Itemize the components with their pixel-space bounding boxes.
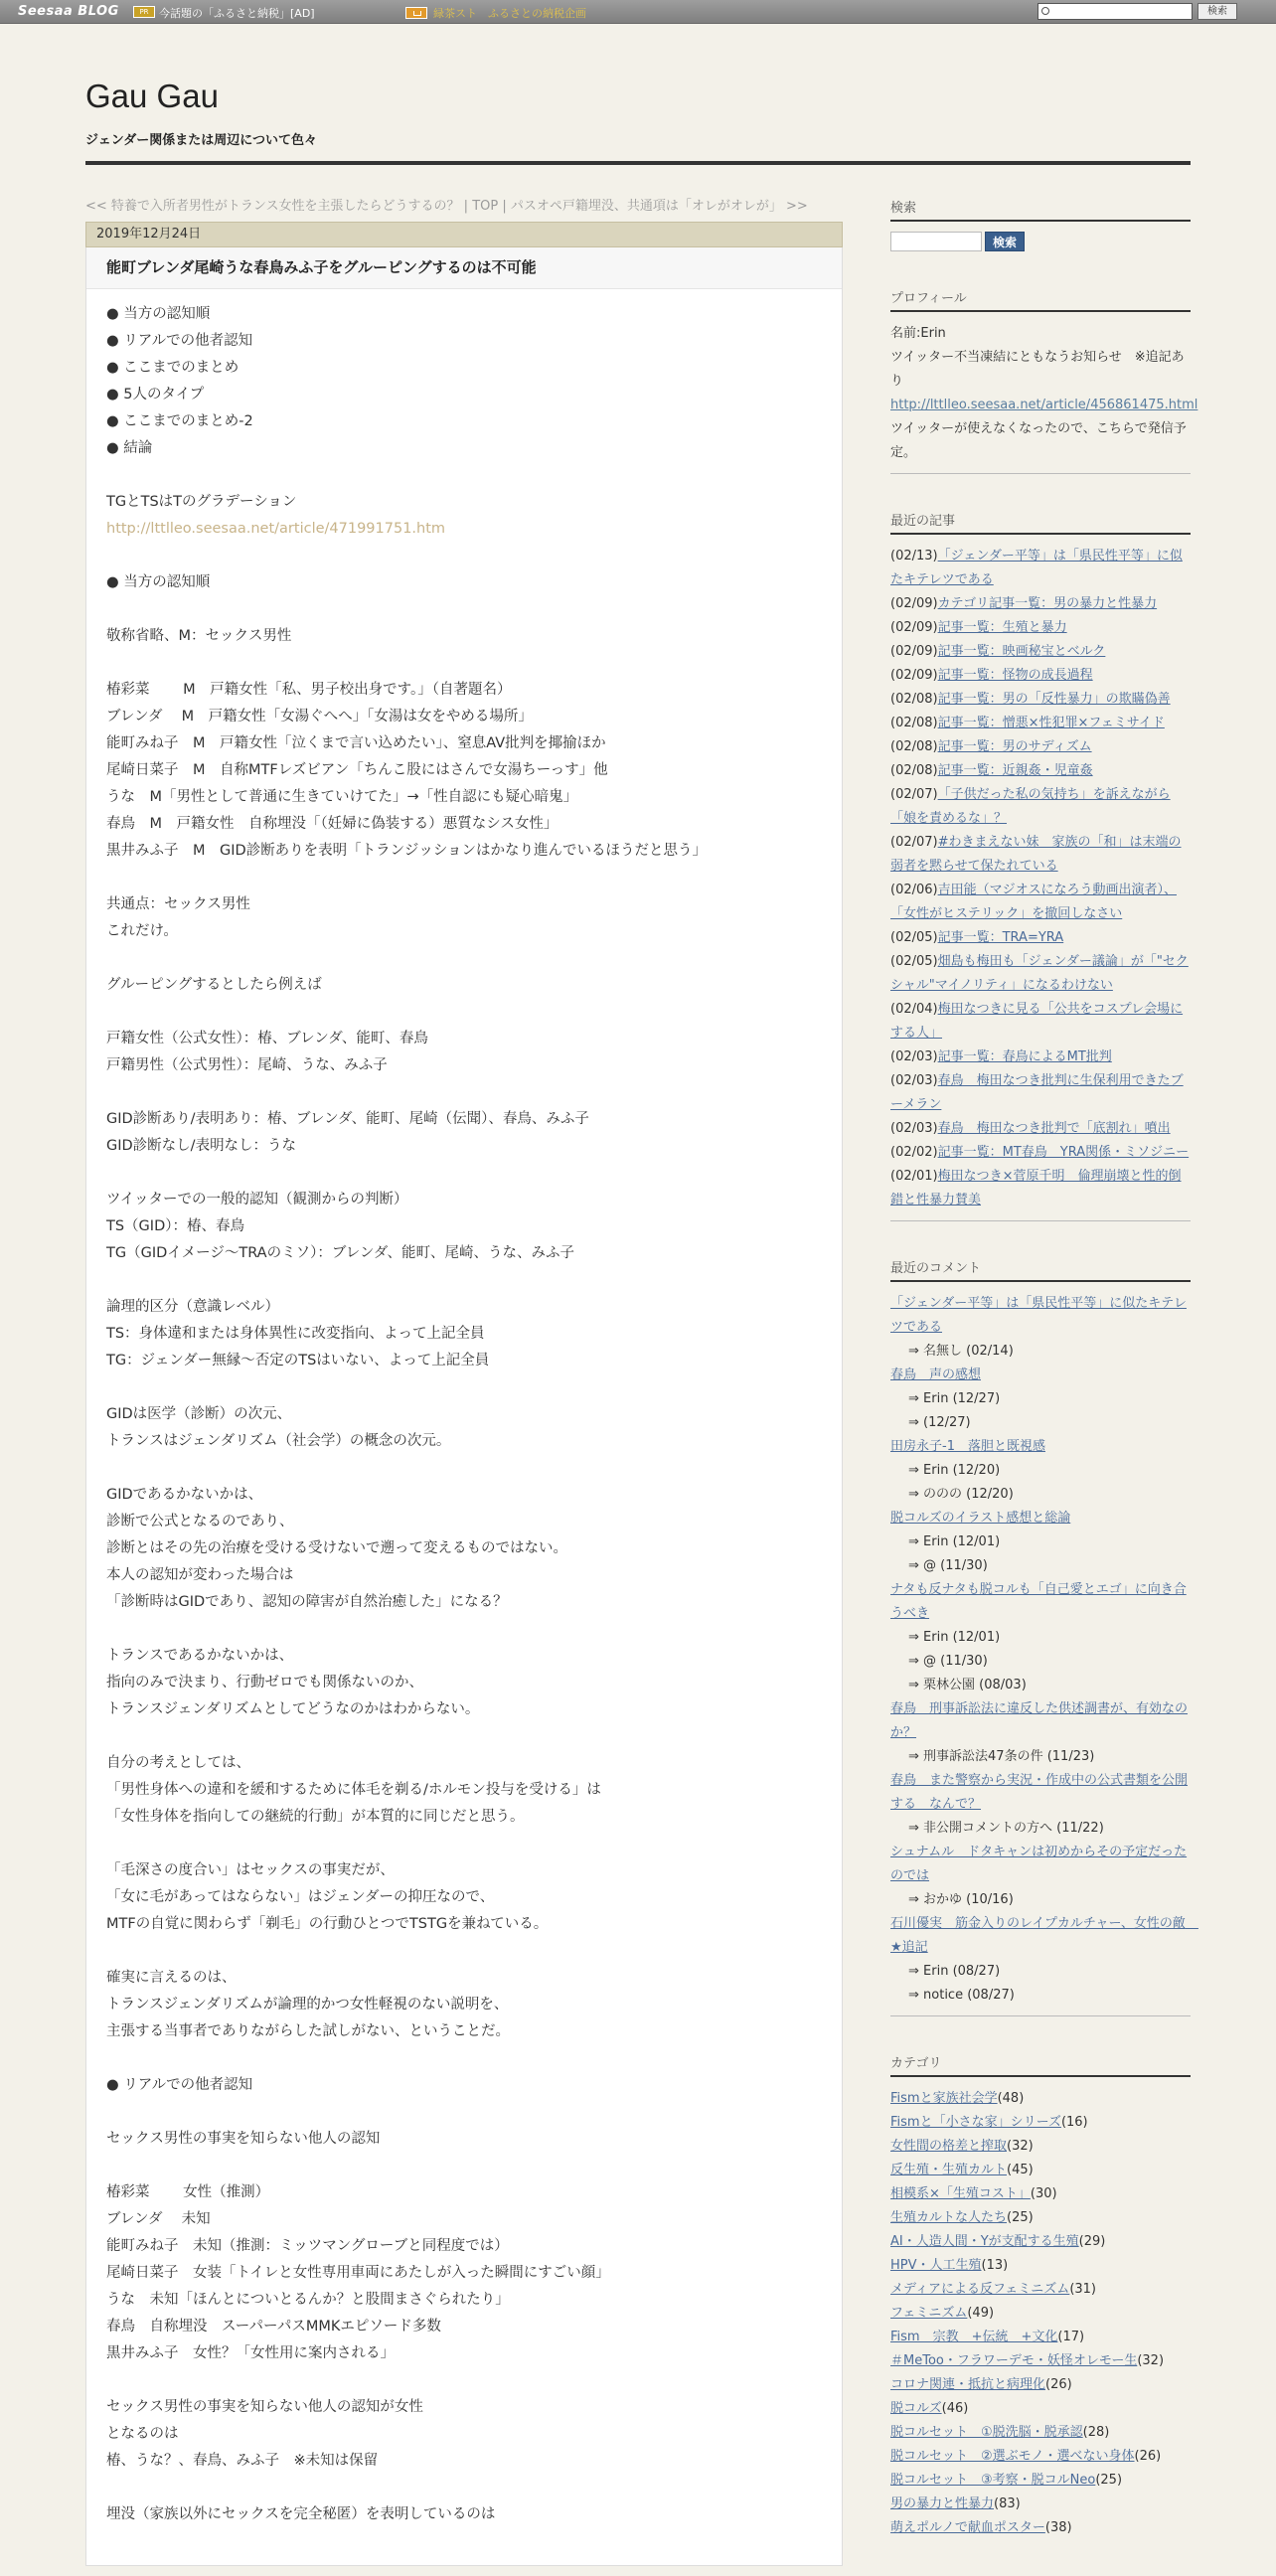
category-link[interactable]: 萌えポルノで献血ポスター (890, 2520, 1045, 2535)
post-line: セックス男性の事実を知らない他人の認知が女性 (106, 2399, 423, 2415)
recent-comments-list (890, 1292, 1198, 2008)
search-heading: 検索 (890, 197, 1191, 222)
post-line: 確実に言えるのは、 (106, 1970, 237, 1986)
post-line (106, 650, 822, 677)
comment-entry[interactable]: ⇒ @ (11/30) (908, 1654, 988, 1669)
category-count: (26) (1045, 2377, 1072, 2392)
post-line (106, 1831, 822, 1857)
post-line: GID診断あり/表明あり：椿、ブレンダ、能町、尾崎（伝聞）、春鳥、みふ子 (106, 1111, 589, 1127)
profile-heading: プロフィール (890, 287, 1191, 312)
post-line: ブレンダ 未知 (106, 2211, 211, 2227)
post-line (106, 2367, 822, 2394)
category-item (890, 2493, 1191, 2516)
recent-article-link[interactable]: 「子供だった私の気持ち」を訴えながら「娘を責めるな」？ (890, 787, 1171, 826)
post-line: ブレンダ M 戸籍女性「女湯ぐへへ」「女湯は女をやめる場所」 (106, 709, 533, 724)
comment-entry[interactable]: ⇒ @ (11/30) (908, 1558, 988, 1573)
promo-link[interactable] (405, 5, 586, 21)
recent-comments-heading: 最近のコメント (890, 1257, 1191, 1282)
post-line: ● リアルでの他者認知 (106, 2077, 253, 2093)
post-line: トランスジェンダリズムが論理的かつ女性軽視のない説明を、 (106, 1997, 509, 2012)
recent-article-item (890, 831, 1191, 879)
recent-article-link[interactable]: 記事一覧：MT春鳥 YRA関係・ミソジニー (937, 1145, 1190, 1160)
comment-article-link[interactable]: 脱コルズのイラスト感想と総論 (890, 1511, 1071, 1526)
recent-article-date: (02/03) (890, 1121, 938, 1136)
category-count: (13) (981, 2258, 1009, 2273)
recent-article-link[interactable]: 梅田なつき×菅原千明 倫理崩壊と性的倒錯と性暴力賛美 (890, 1169, 1182, 1208)
recent-article-link[interactable]: 記事一覧：映画秘宝とベルク (937, 644, 1106, 659)
post-line: 椿彩菜 M 戸籍女性「私、男子校出身です。」（自著題名） (106, 682, 512, 698)
post-line: GID診断なし/表明なし：うな (106, 1138, 297, 1154)
category-item (890, 2087, 1191, 2111)
recent-article-link[interactable]: 吉田能（マジオスになろう動画出演者）、「女性がヒステリック」を撤回しなさい (890, 883, 1177, 921)
post-line (106, 2045, 822, 2072)
recent-article-item (890, 1117, 1191, 1141)
recent-article-link[interactable]: 記事一覧：TRA=YRA (937, 930, 1064, 945)
post-line: ● 5人のタイプ (106, 387, 205, 402)
category-item (890, 2206, 1191, 2230)
post-line (106, 1455, 822, 1482)
post-line: 「女に毛があってはならない」はジェンダーの抑圧なので、 (106, 1889, 495, 1905)
post-line: トランスはジェンダリズム（社会学）の概念の次元。 (106, 1433, 451, 1449)
categories-heading: カテゴリ (890, 2052, 1191, 2077)
comment-group (890, 1841, 1191, 1888)
comment-entry[interactable]: ⇒ Erin (12/01) (908, 1534, 1001, 1549)
post-line: TGとTSはTのグラデーション (106, 494, 297, 510)
recent-article-date: (02/13) (890, 549, 938, 564)
recent-article-date: (02/04) (890, 1002, 938, 1017)
post-line: 敬称省略、M：セックス男性 (106, 628, 292, 644)
recent-article-item (890, 1069, 1191, 1117)
post-line: MTFの自覚に関わらず「剃毛」の行動ひとつでTSTGを兼ねている。 (106, 1916, 549, 1932)
recent-article-link[interactable]: 春鳥 梅田なつき批判に生保利用できたブーメラン (890, 1073, 1184, 1112)
recent-article-date: (02/06) (890, 883, 938, 897)
post-line (106, 1079, 822, 1106)
category-link[interactable]: 脱コルセット ③考察・脱コルNeo (890, 2473, 1096, 2488)
category-count: (17) (1057, 2330, 1085, 2344)
category-link[interactable]: Fismと家族社会学 (890, 2091, 998, 2106)
profile-note: ツイッター不当凍結にともなうお知らせ ※追記あり (890, 350, 1185, 389)
comment-entry[interactable]: ⇒ Erin (12/27) (908, 1391, 1001, 1406)
recent-article-item (890, 1046, 1191, 1069)
recent-article-date: (02/05) (890, 954, 938, 969)
recent-article-item (890, 879, 1191, 926)
recent-article-link[interactable]: 記事一覧：憎悪×性犯罪×フェミサイド (937, 716, 1165, 730)
category-link[interactable]: ＃MeToo・フラワーデモ・妖怪オレモー生 (890, 2353, 1138, 2368)
category-item (890, 2421, 1191, 2445)
header-divider (85, 161, 1191, 165)
post-article (85, 247, 843, 2566)
post-line: 尾崎日菜子 女装「トイレと女性専用車両にあたしが入った瞬間にすごい顔」 (106, 2265, 610, 2281)
category-count: (48) (997, 2091, 1025, 2106)
category-count: (29) (1078, 2234, 1106, 2249)
post-line: ● 当方の認知順 (106, 574, 211, 590)
post-line: 椿彩菜 女性（推測） (106, 2184, 270, 2200)
recent-article-item (890, 783, 1191, 831)
seesaa-logo[interactable]: Seesaa BLOG (18, 4, 119, 19)
category-item (890, 2159, 1191, 2182)
post-line: 戸籍女性（公式女性）：椿、ブレンダ、能町、春鳥 (106, 1031, 428, 1046)
prev-post-link[interactable]: << 特養で入所者男性がトランス女性を主張したらどうするの？ (85, 199, 460, 214)
post-line: 尾崎日菜子 M 自称MTFレズビアン「ちんこ股にはさんで女湯ちーっす」他 (106, 762, 608, 778)
post-line: 診断とはその先の治療を受ける受けないで遡って変えるものではない。 (106, 1540, 567, 1556)
category-item (890, 2516, 1191, 2540)
main-column (85, 197, 843, 2566)
comment-entry[interactable]: ⇒ Erin (12/01) (908, 1630, 1001, 1645)
post-line: 主張する当事者でありながらした試しがない、ということだ。 (106, 2023, 510, 2039)
comment-group (890, 1292, 1191, 1340)
recent-article-date: (02/09) (890, 668, 938, 683)
sidebar-search-input[interactable] (890, 232, 982, 251)
category-item (890, 2230, 1191, 2254)
recent-article-date: (02/01) (890, 1169, 938, 1184)
blog-header (85, 78, 1191, 148)
category-link[interactable]: 脱コルズ (890, 2401, 942, 2416)
comment-group (890, 1578, 1191, 1626)
post-line (106, 2153, 822, 2179)
category-item (890, 2182, 1191, 2206)
category-item (890, 2326, 1191, 2349)
recent-article-item (890, 735, 1191, 759)
comment-entry[interactable]: ⇒ Erin (12/20) (908, 1463, 1001, 1478)
recent-article-date: (02/03) (890, 1073, 938, 1088)
post-line (106, 516, 822, 543)
category-link[interactable]: 反生殖・生殖カルト (890, 2163, 1008, 2177)
post-line (106, 596, 822, 623)
comment-article-link[interactable]: 田房永子-1 落胆と既視感 (890, 1439, 1045, 1454)
recent-article-item (890, 664, 1191, 688)
comment-article-link[interactable]: 「ジェンダー平等」は「県民性平等」に似たキテレツである (890, 1296, 1187, 1335)
post-line (106, 2099, 822, 2126)
category-item (890, 2111, 1191, 2135)
category-link[interactable]: HPV・人工生殖 (890, 2258, 982, 2273)
recent-article-item (890, 545, 1191, 592)
category-link[interactable]: 生殖カルトな人たち (890, 2210, 1008, 2225)
post-date: 2019年12月24日 (85, 222, 843, 247)
recent-article-date: (02/07) (890, 787, 938, 802)
recent-article-item (890, 640, 1191, 664)
nav-separator: | (459, 199, 473, 214)
comment-entry[interactable]: ⇒ 刑事訴訟法47条の件 (11/23) (908, 1749, 1095, 1764)
recent-article-date: (02/08) (890, 692, 938, 707)
category-count: (25) (1095, 2473, 1123, 2488)
post-line: 共通点：セックス男性 (106, 896, 250, 912)
post-line: 能町みね子 未知（推測：ミッツマングローブと同程度では） (106, 2238, 509, 2254)
recent-articles-heading: 最近の記事 (890, 510, 1191, 535)
category-count: (32) (1007, 2139, 1034, 2154)
category-link[interactable]: フェミニズム (890, 2306, 968, 2321)
category-link[interactable]: 男の暴力と性暴力 (890, 2496, 995, 2511)
nav-separator: | (498, 199, 511, 214)
recent-article-date: (02/08) (890, 739, 938, 754)
post-line: TG（GIDイメージ～TRAのミソ）：ブレンダ、能町、尾崎、うな、みふ子 (106, 1245, 574, 1261)
category-count: (30) (1030, 2186, 1057, 2201)
comment-group (890, 1697, 1191, 1745)
post-line: 「毛深さの度合い」はセックスの事実だが、 (106, 1862, 395, 1878)
comment-article-link[interactable]: シュナムル ドタキャンは初めからその予定だったのでは (890, 1845, 1188, 1883)
post-line (106, 865, 822, 891)
sidebar-search-button[interactable]: 検索 (985, 232, 1025, 251)
post-body (86, 289, 842, 2565)
recent-article-date: (02/07) (890, 835, 938, 850)
category-link[interactable]: AI・人造人間・Yが支配する生殖 (890, 2234, 1079, 2249)
search-widget (890, 197, 1191, 251)
recent-article-date: (02/05) (890, 930, 938, 945)
recent-article-item (890, 759, 1191, 783)
mail-icon (405, 7, 427, 19)
ad-link[interactable]: 今話題の「ふるさと納税」[AD] (159, 7, 315, 20)
recent-comments-widget (890, 1257, 1198, 2016)
recent-article-link[interactable]: 記事一覧：近親姦・児童姦 (937, 763, 1093, 778)
recent-article-date: (02/02) (890, 1145, 938, 1160)
post-line: 本人の認知が変わった場合は (106, 1567, 294, 1583)
post-line (106, 1267, 822, 1294)
category-count: (38) (1044, 2520, 1072, 2535)
category-link[interactable]: メディアによる反フェミニズム (890, 2282, 1070, 2297)
recent-article-link[interactable]: #わきまえない妹 家族の「和」は末端の弱者を黙らせて保たれている (890, 835, 1182, 874)
category-count: (16) (1060, 2115, 1088, 2130)
divider (890, 1220, 1191, 1221)
post-line: GIDであるかないかは、 (106, 1487, 263, 1503)
post-line: 論理的区分（意識レベル） (106, 1299, 279, 1315)
category-link[interactable]: Fismと「小さな家」シリーズ (890, 2115, 1061, 2130)
recent-article-item (890, 688, 1191, 712)
recent-article-item (890, 1141, 1191, 1165)
post-line: 「女性身体を指向しての継続的行動」が本質的に同じだと思う。 (106, 1809, 525, 1825)
recent-articles-widget (890, 510, 1191, 1221)
comment-article-link[interactable]: ナタも反ナタも脱コルも「自己愛とエゴ」に向き合うべき (890, 1582, 1187, 1621)
post-line: TS：身体違和または身体異性に改変指向、よって上記全員 (106, 1326, 485, 1342)
comment-article-link[interactable]: 春鳥 刑事訴訟法に違反した供述調書が、有効なのか？ (890, 1701, 1189, 1740)
comment-entry[interactable]: ⇒ おかゆ (10/16) (908, 1892, 1014, 1907)
post-line: 指向のみで決まり、行動ゼロでも関係ないのか、 (106, 1675, 423, 1690)
comment-entry[interactable]: ⇒ notice (08/27) (908, 1988, 1015, 2003)
post-line (106, 1723, 822, 1750)
category-item (890, 2397, 1191, 2421)
profile-note2: ツイッターが使えなくなったので、こちらで発信予定。 (890, 421, 1187, 460)
profile-link[interactable]: http://lttlleo.seesaa.net/article/456861475.html (890, 398, 1198, 412)
recent-articles-list (890, 545, 1191, 1212)
post-line (106, 1616, 822, 1643)
comment-entry[interactable]: ⇒ 栗林公園 (08/03) (908, 1678, 1027, 1692)
comment-entry[interactable]: ⇒ 名無し (02/14) (908, 1344, 1014, 1359)
recent-article-link[interactable]: 梅田なつきに見る「公共をコスプレ会場にする人」 (890, 1002, 1184, 1041)
post-line (106, 1160, 822, 1187)
post-line: グルーピングするとしたら例えば (106, 977, 322, 993)
post-line: 診断で公式となるのであり、 (106, 1514, 294, 1530)
category-item (890, 2135, 1191, 2159)
comment-article-link[interactable]: 春鳥 声の感想 (890, 1368, 982, 1382)
post-line: セックス男性の事実を知らない他人の認知 (106, 2131, 381, 2147)
post-line: 春鳥 M 戸籍女性 自称埋没「（妊婦に偽装する）悪質なシス女性」 (106, 816, 558, 832)
recent-article-item (890, 998, 1191, 1046)
comment-entry[interactable]: ⇒ Erin (08/27) (908, 1964, 1001, 1979)
category-item (890, 2254, 1191, 2278)
post-line: 椿、うな？、春鳥、みふ子 ※未知は保留 (106, 2453, 379, 2469)
blog-title[interactable]: Gau Gau (85, 78, 219, 114)
post-line (106, 2475, 822, 2501)
post-line: GIDは医学（診断）の次元、 (106, 1406, 292, 1422)
profile-widget (890, 287, 1198, 474)
recent-article-item (890, 712, 1191, 735)
category-count: (45) (1007, 2163, 1034, 2177)
post-line: TS（GID）：椿、春鳥 (106, 1218, 244, 1234)
page-navigation (85, 197, 843, 216)
profile-name: 名前:Erin (890, 326, 946, 341)
post-line: となるのは (106, 2426, 179, 2442)
post-line (106, 543, 822, 569)
post-line: 黒井みふ子 M GID診断ありを表明「トランジッションはかなり進んでいるほうだと思う」 (106, 843, 708, 859)
post-line (106, 945, 822, 972)
category-count: (46) (941, 2401, 969, 2416)
categories-list (890, 2087, 1191, 2540)
post-line: ツイッターでの一般的認知（観測からの判断） (106, 1192, 408, 1208)
post-line: 能町みね子 M 戸籍女性「泣くまで言い込めたい」、窒息AV批判を揶揄ほか (106, 735, 606, 751)
pr-badge: PR (133, 6, 155, 18)
comment-group (890, 1364, 1191, 1387)
category-item (890, 2278, 1191, 2302)
post-line: うな M「男性として普通に生きていけてた」→「性自認にも疑心暗鬼」 (106, 789, 578, 805)
post-line: 「診断時はGIDであり、認知の障害が自然治癒した」になる？ (106, 1594, 508, 1610)
category-item (890, 2469, 1191, 2493)
category-count: (32) (1137, 2353, 1165, 2368)
recent-article-link[interactable]: 記事一覧：生殖と暴力 (937, 620, 1067, 635)
comment-article-link[interactable]: 石川優実 筋金入りのレイプカルチャー、女性の敵 ★追記 (890, 1916, 1198, 1955)
category-item (890, 2445, 1191, 2469)
post-line: ● リアルでの他者認知 (106, 333, 253, 349)
post-link[interactable]: http://lttlleo.seesaa.net/article/471991751.htm (106, 521, 446, 537)
recent-article-date: (02/09) (890, 644, 938, 659)
category-link[interactable]: Fism 宗教 +伝統 +文化 (890, 2330, 1058, 2344)
category-item (890, 2373, 1191, 2397)
post-line: 春鳥 自称埋没 スーパーパスMMKエピソード多数 (106, 2319, 441, 2334)
category-link[interactable]: 相模系×「生殖コスト」 (890, 2186, 1031, 2201)
category-link[interactable]: コロナ関連・抵抗と病理化 (890, 2377, 1046, 2392)
recent-article-item (890, 592, 1191, 616)
recent-article-link[interactable]: 記事一覧：男のサディズム (937, 739, 1092, 754)
post-line (106, 1938, 822, 1965)
category-count: (28) (1082, 2425, 1110, 2440)
divider (890, 2015, 1191, 2016)
category-count: (25) (1007, 2210, 1034, 2225)
category-item (890, 2349, 1191, 2373)
category-link[interactable]: 女性間の格差と搾取 (890, 2139, 1008, 2154)
comment-group (890, 1912, 1198, 1960)
post-line: ● ここまでのまとめ (106, 360, 239, 376)
comment-entry[interactable]: ⇒ ののの (12/20) (908, 1487, 1014, 1502)
categories-widget (890, 2052, 1191, 2540)
post-line: ● 当方の認知順 (106, 306, 211, 322)
comment-article-link[interactable]: 春鳥 また警察から実況・作成中の公式書類を公開する なんで？ (890, 1773, 1189, 1812)
topbar-search-button[interactable]: 検索 (1197, 3, 1237, 20)
recent-article-link[interactable]: 春鳥 梅田なつき批判で「底割れ」噴出 (937, 1121, 1171, 1136)
recent-article-item (890, 950, 1191, 998)
post-line: TG：ジェンダー無縁～否定のTSはいない、よって上記全員 (106, 1353, 490, 1368)
post-line: うな 未知「ほんとについとるんか？と股間まさぐられたり」 (106, 2292, 510, 2308)
post-line: トランスジェンダリズムとしてどうなのかはわからない。 (106, 1701, 480, 1717)
category-count: (83) (994, 2496, 1021, 2511)
recent-article-date: (02/03) (890, 1049, 938, 1064)
category-count: (31) (1069, 2282, 1096, 2297)
top-bar (0, 0, 1276, 24)
recent-article-date: (02/09) (890, 620, 938, 635)
post-line: 「男性身体への違和を緩和するために体毛を剃る/ホルモン投与を受ける」は (106, 1782, 601, 1798)
category-link[interactable]: 脱コルセット ①脱洗脳・脱承認 (890, 2425, 1083, 2440)
recent-article-link[interactable]: 畑島も梅田も「ジェンダー議論」が「"セクシャル"マイノリティ」になるわけない (890, 954, 1189, 993)
blog-description: ジェンダー関係または周辺について色々 (85, 133, 317, 148)
post-line (106, 462, 822, 489)
comment-group (890, 1435, 1191, 1459)
recent-article-link[interactable]: カテゴリ記事一覧：男の暴力と性暴力 (937, 596, 1158, 611)
post-line: ● 結論 (106, 440, 153, 456)
recent-article-item (890, 926, 1191, 950)
recent-article-link[interactable]: 記事一覧：怪物の成長過程 (937, 668, 1093, 683)
promo-text: 緑茶スト ふるさとの納税企画 (433, 7, 586, 20)
category-count: (26) (1134, 2449, 1162, 2464)
sidebar (890, 197, 1198, 2576)
topbar-search-input[interactable] (1037, 3, 1193, 20)
post-line: これだけ。 (106, 923, 178, 939)
recent-article-date: (02/08) (890, 763, 938, 778)
divider (890, 473, 1191, 474)
recent-article-link[interactable]: 記事一覧：春鳥によるMT批判 (937, 1049, 1112, 1064)
post-line: ● ここまでのまとめ-2 (106, 413, 253, 429)
post-line (106, 999, 822, 1026)
post-line (106, 1374, 822, 1401)
search-icon (1041, 7, 1049, 15)
recent-article-date: (02/09) (890, 596, 938, 611)
comment-group (890, 1507, 1191, 1530)
category-count: (49) (967, 2306, 995, 2321)
comment-entry[interactable]: ⇒ 非公開コメントの方へ (11/22) (908, 1821, 1104, 1836)
top-link[interactable]: TOP (472, 199, 499, 214)
post-line: 自分の考えとしては、 (106, 1755, 250, 1771)
recent-article-date: (02/08) (890, 716, 938, 730)
category-item (890, 2302, 1191, 2326)
recent-article-link[interactable]: 「ジェンダー平等」は「県民性平等」に似たキテレツである (890, 549, 1183, 587)
post-line: トランスであるかないかは、 (106, 1648, 294, 1664)
post-title[interactable]: 能町ブレンダ尾崎うな春鳥みふ子をグルーピングするのは不可能 (86, 247, 842, 289)
post-line: 戸籍男性（公式男性）：尾崎、うな、みふ子 (106, 1057, 388, 1073)
category-link[interactable]: 脱コルセット ②選ぶモノ・選べない身体 (890, 2449, 1135, 2464)
next-post-link[interactable]: パスオペ戸籍埋没、共通項は「オレがオレが」 >> (510, 199, 808, 214)
recent-article-link[interactable]: 記事一覧：男の「反性暴力」の欺瞞偽善 (937, 692, 1171, 707)
post-line: 黒井みふ子 女性？「女性用に案内される」 (106, 2345, 395, 2361)
post-line: 埋没（家族以外にセックスを完全秘匿）を表明しているのは (106, 2506, 496, 2522)
comment-entry[interactable]: ⇒ (12/27) (908, 1415, 971, 1430)
comment-group (890, 1769, 1191, 1817)
recent-article-item (890, 616, 1191, 640)
recent-article-item (890, 1165, 1191, 1212)
